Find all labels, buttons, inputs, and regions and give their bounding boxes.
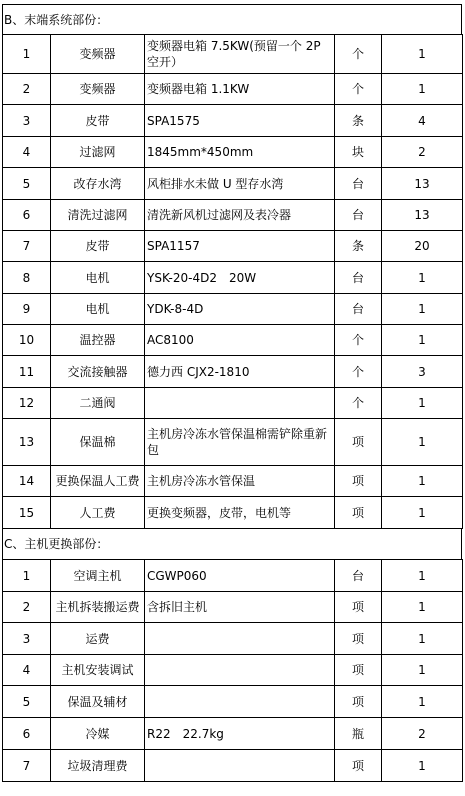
table-row [3,105,463,137]
item-name: 垃圾清理费 [51,750,145,782]
item-name: 交流接触器 [51,356,145,388]
item-number: 8 [3,262,51,294]
item-unit: 个 [335,388,382,419]
item-number: 3 [3,623,51,655]
item-quantity: 13 [382,168,463,200]
table-row [3,137,463,168]
item-name: 更换保温人工费 [51,466,145,497]
item-name: 皮带 [51,231,145,262]
item-number: 3 [3,105,51,137]
item-quantity: 3 [382,356,463,388]
item-name: 运费 [51,623,145,655]
item-spec: YSK-20-4D2 20W [145,262,335,294]
item-name: 冷媒 [51,718,145,750]
section-c-table [2,559,463,782]
item-name: 主机安装调试 [51,655,145,686]
item-number: 9 [3,294,51,325]
item-spec: 风柜排水未做 U 型存水湾 [145,168,335,200]
item-quantity: 4 [382,105,463,137]
item-unit: 个 [335,325,382,356]
item-number: 14 [3,466,51,497]
item-spec: R22 22.7kg [145,718,335,750]
item-quantity: 1 [382,497,463,529]
item-name: 改存水湾 [51,168,145,200]
table-row [3,262,463,294]
item-quantity: 1 [382,466,463,497]
table-row [3,325,463,356]
item-number: 6 [3,200,51,231]
item-unit: 个 [335,35,382,74]
item-unit: 项 [335,497,382,529]
item-name: 保温及辅材 [51,686,145,718]
item-number: 13 [3,419,51,466]
table-row [3,718,463,750]
table-row [3,200,463,231]
item-number: 4 [3,137,51,168]
item-spec: CGWP060 [145,560,335,592]
table-row [3,466,463,497]
item-spec [145,623,335,655]
item-quantity: 1 [382,262,463,294]
table-row [3,497,463,529]
item-spec: 主机房冷冻水管保温棉需铲除重新包 [145,419,335,466]
item-number: 4 [3,655,51,686]
item-name: 人工费 [51,497,145,529]
section-c-title: C、主机更换部份： [2,529,462,559]
table-row [3,168,463,200]
item-number: 15 [3,497,51,529]
item-spec: 变频器电箱 1.1KW [145,74,335,105]
item-spec: 含拆旧主机 [145,592,335,623]
item-number: 10 [3,325,51,356]
section-b-title: B、末端系统部份： [2,4,462,34]
item-quantity: 1 [382,592,463,623]
item-name: 过滤网 [51,137,145,168]
item-number: 12 [3,388,51,419]
item-number: 5 [3,168,51,200]
item-quantity: 1 [382,74,463,105]
item-name: 电机 [51,294,145,325]
item-number: 11 [3,356,51,388]
item-spec: SPA1575 [145,105,335,137]
item-unit: 台 [335,560,382,592]
item-quantity: 13 [382,200,463,231]
table-row [3,655,463,686]
item-number: 7 [3,750,51,782]
item-quantity: 1 [382,560,463,592]
item-spec: YDK-8-4D [145,294,335,325]
table-row [3,356,463,388]
item-unit: 项 [335,686,382,718]
table-row [3,35,463,74]
item-spec [145,388,335,419]
item-unit: 个 [335,356,382,388]
item-unit: 项 [335,655,382,686]
item-unit: 条 [335,231,382,262]
table-row [3,294,463,325]
item-number: 2 [3,74,51,105]
item-spec: 德力西 CJX2-1810 [145,356,335,388]
item-quantity: 1 [382,623,463,655]
item-quantity: 1 [382,686,463,718]
item-name: 清洗过滤网 [51,200,145,231]
item-name: 变频器 [51,35,145,74]
item-unit: 块 [335,137,382,168]
item-quantity: 1 [382,294,463,325]
table-row [3,74,463,105]
item-quantity: 1 [382,750,463,782]
item-unit: 台 [335,294,382,325]
item-name: 电机 [51,262,145,294]
item-name: 空调主机 [51,560,145,592]
item-unit: 项 [335,592,382,623]
item-number: 1 [3,560,51,592]
item-name: 保温棉 [51,419,145,466]
quotation-document [2,4,462,782]
item-number: 5 [3,686,51,718]
item-unit: 项 [335,466,382,497]
table-row [3,560,463,592]
item-unit: 条 [335,105,382,137]
item-spec: 变频器电箱 7.5KW(预留一个 2P 空开） [145,35,335,74]
item-quantity: 1 [382,325,463,356]
table-row [3,231,463,262]
item-quantity: 1 [382,655,463,686]
item-unit: 项 [335,419,382,466]
item-spec: SPA1157 [145,231,335,262]
item-spec: 1845mm*450mm [145,137,335,168]
item-name: 变频器 [51,74,145,105]
item-name: 皮带 [51,105,145,137]
item-unit: 台 [335,168,382,200]
table-row [3,686,463,718]
item-quantity: 1 [382,419,463,466]
table-row [3,623,463,655]
item-unit: 个 [335,74,382,105]
item-quantity: 2 [382,137,463,168]
item-unit: 台 [335,262,382,294]
item-name: 二通阀 [51,388,145,419]
item-name: 主机拆装搬运费 [51,592,145,623]
item-unit: 项 [335,750,382,782]
table-row [3,750,463,782]
item-spec: 主机房冷冻水管保温 [145,466,335,497]
item-number: 2 [3,592,51,623]
item-unit: 台 [335,200,382,231]
item-name: 温控器 [51,325,145,356]
item-quantity: 20 [382,231,463,262]
item-spec: 清洗新风机过滤网及表冷器 [145,200,335,231]
item-spec: AC8100 [145,325,335,356]
item-spec [145,655,335,686]
section-b-table [2,34,463,529]
item-unit: 瓶 [335,718,382,750]
item-number: 6 [3,718,51,750]
item-spec [145,686,335,718]
item-spec [145,750,335,782]
item-quantity: 1 [382,35,463,74]
item-number: 7 [3,231,51,262]
item-quantity: 2 [382,718,463,750]
table-row [3,419,463,466]
table-row [3,388,463,419]
item-quantity: 1 [382,388,463,419]
item-unit: 项 [335,623,382,655]
item-number: 1 [3,35,51,74]
table-row [3,592,463,623]
item-spec: 更换变频器，皮带，电机等 [145,497,335,529]
